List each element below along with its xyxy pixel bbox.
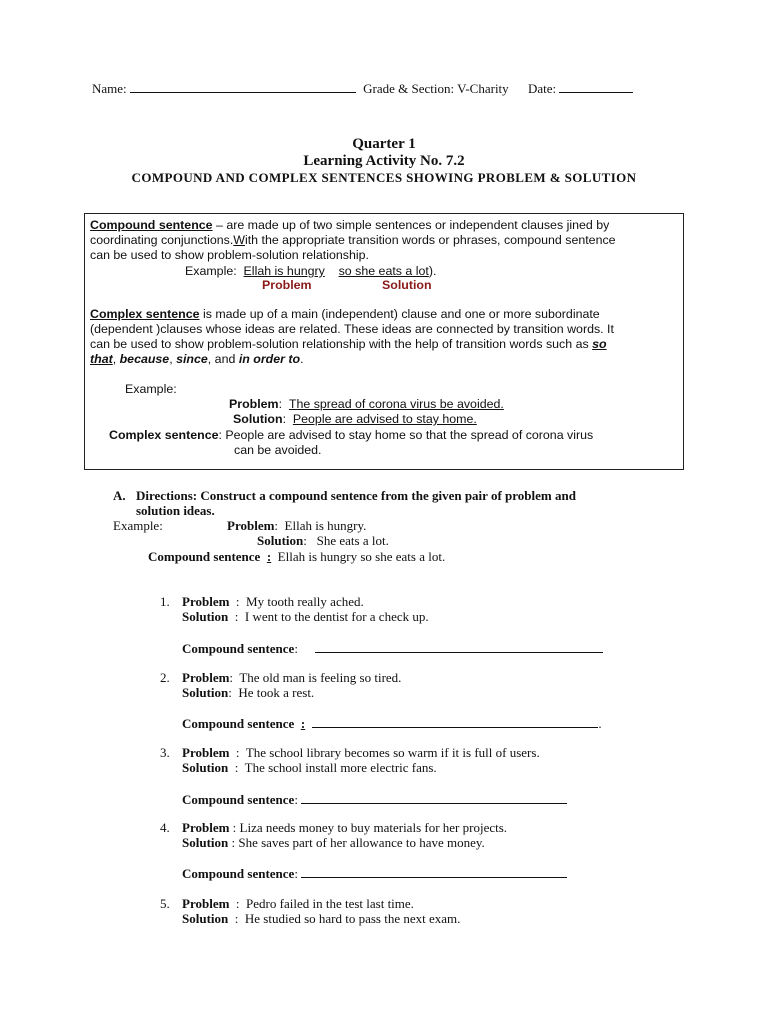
box-solution-row: Solution: People are advised to stay home.: [233, 412, 477, 426]
box-complex-text-1: People are advised to stay home so that the spread of corona virus: [225, 428, 594, 442]
item-4-solution-sep: :: [228, 835, 239, 850]
example-close: ).: [428, 264, 437, 278]
word-because: because: [119, 352, 170, 366]
item-1-number: 1.: [160, 594, 170, 609]
word-that: that: [90, 352, 113, 366]
item-3-compound-sep: :: [294, 792, 298, 807]
item-4-solution: [182, 835, 485, 851]
box-problem-text: The spread of corona virus be avoided.: [288, 397, 504, 411]
box-solution-label: Solution: [233, 412, 283, 426]
compound-definition: [90, 218, 680, 263]
box-complex-text-2: can be avoided.: [234, 443, 322, 457]
problem-tag: Problem: [262, 278, 312, 292]
item-4-problem-text: Liza needs money to buy materials for her projects.: [239, 820, 508, 835]
item-5-solution-text: He studied so hard to pass the next exam.: [244, 911, 461, 926]
word-in-order-to: in order to: [238, 352, 301, 366]
example-solution: so she eats a lot: [338, 264, 429, 278]
item-2-compound-label: Compound sentence: [182, 716, 295, 731]
section-a-colon: :: [266, 549, 272, 564]
word-so: so: [592, 337, 607, 351]
item-2-problem-text: The old man is feeling so tired.: [239, 670, 402, 685]
example-label: Example:: [185, 264, 237, 278]
item-5-number: 5.: [160, 896, 170, 911]
item-1-problem: [182, 594, 364, 610]
item-3-problem-sep: :: [229, 745, 246, 760]
item-4-compound-label: Compound sentence: [182, 866, 295, 881]
item-2-solution-label: Solution: [182, 685, 229, 700]
item-2-number: 2.: [160, 670, 170, 685]
header-row: [92, 80, 633, 97]
box-complex-row: Complex sentence: People are advised to stay home so that the spread of corona virus: [109, 428, 594, 442]
item-3-compound: [182, 791, 567, 808]
example2-label: Example:: [125, 382, 177, 396]
section-a-problem-text: Ellah is hungry.: [284, 518, 367, 533]
item-2-solution: [182, 685, 314, 701]
section-a-solution-text: She eats a lot.: [316, 533, 389, 548]
item-1-solution-sep: :: [228, 609, 245, 624]
item-3-answer-field[interactable]: [301, 791, 567, 804]
item-2-compound-sep: :: [300, 716, 306, 731]
item-4-problem: [182, 820, 507, 836]
item-3-number: 3.: [160, 745, 170, 760]
section-a-solution-label: Solution: [257, 533, 304, 548]
item-4-solution-label: Solution: [182, 835, 229, 850]
item-4-compound-sep: :: [294, 866, 298, 881]
item-5-problem-label: Problem: [182, 896, 230, 911]
item-4-solution-text: She saves part of her allowance to have money.: [238, 835, 485, 850]
section-a-compound-text: Ellah is hungry so she eats a lot.: [277, 549, 446, 564]
item-3-problem-text: The school library becomes so warm if it is full of users.: [245, 745, 540, 760]
item-1-compound-sep: :: [294, 641, 298, 656]
example-problem: Ellah is hungry: [243, 264, 325, 278]
item-1-compound-label: Compound sentence: [182, 641, 295, 656]
item-2-problem-label: Problem: [182, 670, 230, 685]
item-3-compound-label: Compound sentence: [182, 792, 295, 807]
item-1-problem-label: Problem: [182, 594, 230, 609]
item-2-answer-field[interactable]: [312, 715, 598, 728]
section-a-solution-row: Solution: She eats a lot.: [257, 533, 389, 548]
section-a-problem-row: Problem: Ellah is hungry.: [227, 518, 367, 533]
section-a-problem-label: Problem: [227, 518, 275, 533]
activity-title: Learning Activity No. 7.2: [303, 153, 465, 169]
complex-def-line-1: is made up of a main (independent) clause and one or more subordinate: [199, 307, 600, 321]
box-complex-label: Complex sentence: [109, 428, 219, 442]
word-since: since: [176, 352, 208, 366]
section-a-example-label: Example:: [113, 518, 163, 533]
item-2-problem: [182, 670, 401, 686]
complex-term: Complex sentence: [90, 307, 200, 321]
item-3-problem-label: Problem: [182, 745, 230, 760]
compound-def-line-3: can be used to show problem-solution relationship.: [90, 248, 369, 262]
box-problem-label: Problem: [229, 397, 279, 411]
item-2-problem-sep: :: [229, 670, 240, 685]
item-3-solution-label: Solution: [182, 760, 229, 775]
compound-def-line-2a: coordinating conjunctions.: [90, 233, 234, 247]
compound-def-line-2c: ith the appropriate transition words or phrases, compound sentence: [244, 233, 616, 247]
section-a-compound-row: [148, 549, 445, 565]
compound-def-line-1: – are made up of two simple sentences or independent clauses jined by: [212, 218, 610, 232]
item-2-solution-sep: :: [228, 685, 239, 700]
grade-value: V-Charity: [457, 81, 509, 96]
section-a-letter: A.: [113, 488, 126, 503]
solution-tag: Solution: [382, 278, 432, 292]
page-subtitle: COMPOUND AND COMPLEX SENTENCES SHOWING PROBLEM & SOLUTION: [131, 170, 637, 185]
compound-def-line-2b: W: [233, 233, 245, 247]
date-label: Date:: [527, 81, 557, 96]
complex-definition: Complex sentence is made up of a main (independent) clause and one or more subordinate (dependent )clauses whose ideas are related. These ideas are connected by transition words. It can be used to show problem-solution relationship with the help of transition words such as so that, because, since, and in order to.: [90, 307, 680, 367]
date-field[interactable]: [559, 80, 633, 93]
item-5-solution-sep: :: [228, 911, 245, 926]
item-2-compound: Compound sentence : .: [182, 716, 602, 731]
item-5-solution-label: Solution: [182, 911, 229, 926]
item-3-solution-text: The school install more electric fans.: [244, 760, 437, 775]
item-1-solution: [182, 609, 429, 625]
item-4-compound: [182, 865, 567, 882]
name-label: Name:: [92, 81, 127, 96]
item-5-problem-sep: :: [229, 896, 247, 911]
item-2-solution-text: He took a rest.: [238, 685, 315, 700]
box-solution-text: People are advised to stay home.: [292, 412, 477, 426]
item-3-solution-sep: :: [228, 760, 245, 775]
item-4-number: 4.: [160, 820, 170, 835]
item-1-problem-sep: :: [229, 594, 247, 609]
item-5-problem-text: Pedro failed in the test last time.: [246, 896, 414, 911]
item-4-answer-field[interactable]: [301, 865, 567, 878]
complex-def-line-2: (dependent )clauses whose ideas are related. These ideas are connected by transition words. It: [90, 322, 614, 336]
item-1-problem-text: My tooth really ached.: [246, 594, 364, 609]
section-a-compound-label: Compound sentence: [148, 549, 261, 564]
box-problem-row: Problem: The spread of corona virus be avoided.: [229, 397, 504, 411]
item-1-solution-label: Solution: [182, 609, 229, 624]
item-1-compound: [182, 640, 603, 657]
item-1-answer-field[interactable]: [315, 640, 603, 653]
item-4-problem-sep: :: [229, 820, 240, 835]
item-3-solution: [182, 760, 437, 776]
word-and: and: [214, 352, 236, 366]
item-5-solution: [182, 911, 460, 927]
compound-term: Compound sentence: [90, 218, 213, 232]
compound-example: [185, 264, 436, 278]
directions-line-1: Directions: Construct a compound sentence from the given pair of problem and: [136, 488, 576, 503]
item-5-problem: [182, 896, 414, 912]
complex-def-line-3: can be used to show problem-solution relationship with the help of transition words such as: [90, 337, 593, 351]
item-1-solution-text: I went to the dentist for a check up.: [244, 609, 429, 624]
item-3-problem: [182, 745, 540, 761]
grade-label: Grade & Section:: [363, 81, 455, 96]
name-field[interactable]: [130, 80, 356, 93]
item-4-problem-label: Problem: [182, 820, 230, 835]
directions-line-2: solution ideas.: [136, 503, 215, 518]
quarter-title: Quarter 1: [352, 136, 416, 152]
